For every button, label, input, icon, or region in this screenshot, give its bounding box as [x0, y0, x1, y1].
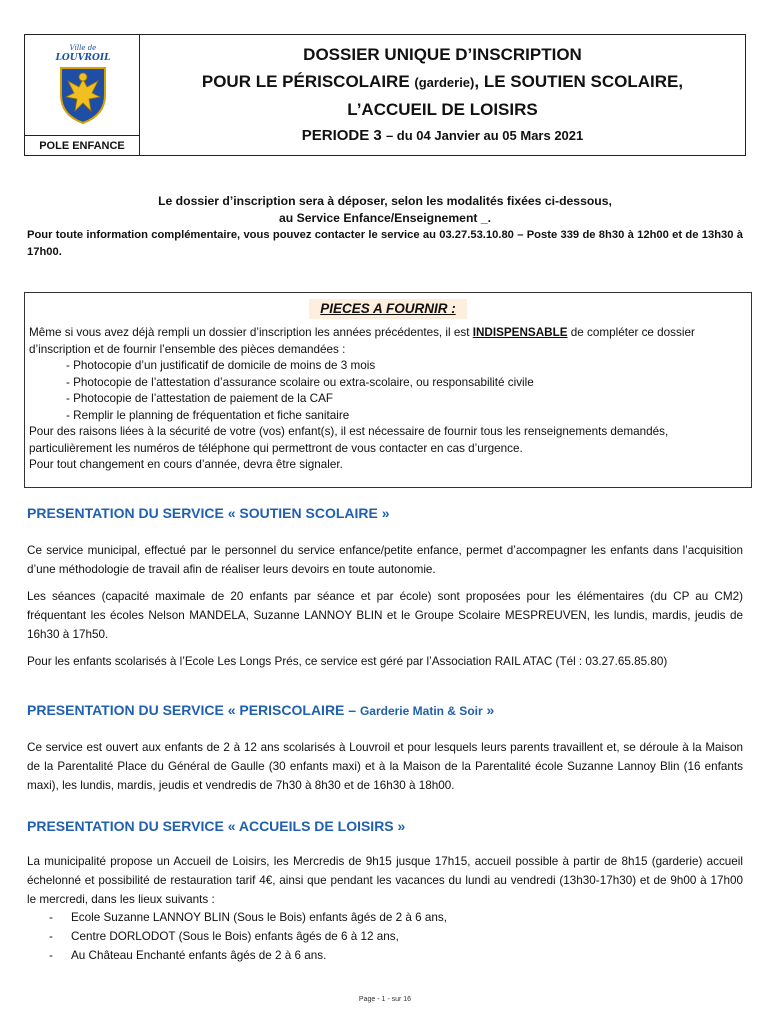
pieces-title: PIECES A FOURNIR : — [309, 299, 467, 319]
pieces-item: - Photocopie de l’attestation d’assurance scolaire ou extra-scolaire, ou responsabilité civile — [66, 375, 534, 389]
pieces-intro — [29, 325, 747, 358]
title-line2-part2: (garderie) — [414, 75, 475, 90]
periscolaire-title-part2: Garderie Matin & Soir — [359, 704, 483, 718]
intro-block — [27, 193, 743, 261]
pieces-security-note: Pour des raisons liées à la sécurité de votre (vos) enfant(s), il est nécessaire de fournir tous les renseignements demandés, particulièrement les numéros de téléphone qui permettront de vous contacter en cas d’urgence. — [29, 425, 669, 455]
header-table — [24, 34, 746, 156]
list-item: - Ecole Suzanne LANNOY BLIN (Sous le Bois) enfants âgés de 2 à 6 ans, — [49, 908, 739, 927]
intro-line1: Le dossier d’inscription sera à déposer, selon les modalités fixées ci-dessous, — [158, 194, 612, 208]
pieces-change-note: Pour tout changement en cours d’année, devra être signaler. — [29, 458, 343, 471]
pieces-box — [24, 292, 752, 488]
pieces-text — [29, 325, 747, 474]
loisirs-paragraph: La municipalité propose un Accueil de Loisirs, les Mercredis de 9h15 jusque 17h15, accueil possible à partir de 8h15 (garderie) accueil échelonné et possibilité de restauration tarif 4€, ainsi que pendant les vacances du lundi au vendredi (13h30-17h30) et de 9h00 à 17h00 le mercredi, dans les lieux suivants : — [27, 855, 743, 906]
periscolaire-title-part3: » — [482, 702, 495, 718]
intro-line2: au Service Enfance/Enseignement _. — [278, 211, 491, 225]
pieces-intro-part1: Même si vous avez déjà rempli un dossier d’inscription les années précédentes, il est — [29, 326, 473, 339]
soutien-paragraph-1: Ce service municipal, effectué par le personnel du service enfance/petite enfance, permet d’accompagner les enfants dans l’acquisition d’une méthodologie de travail afin de réaliser leurs devoirs en toute autonomie. — [27, 544, 743, 576]
period-line — [140, 127, 745, 144]
soutien-paragraph-2: Les séances (capacité maximale de 20 enfants par séance et par école) sont proposées pour les élémentaires (du CP au CM2) fréquentant les écoles Nelson MANDELA, Suzanne LANNOY BLIN et le Groupe Scolaire MESPREUVEN, les lundis, mardis, jeudis de 16h30 à 17h50. — [27, 590, 743, 641]
periscolaire-paragraph: Ce service est ouvert aux enfants de 2 à 12 ans scolarisés à Louvroil et pour lesquels leurs parents travaillent et, se déroule à la Maison de la Parentalité Place du Général de Gaulle (30 enfants maxi) et à la Maison de la Parentalité école Suzanne Lannoy Blin (16 enfants maxi), les lundis, mardis, jeudis et vendredis de 7h30 à 8h30 et de 16h30 à 18h00. — [27, 741, 743, 792]
title-line2-part3: , LE SOUTIEN SCOLAIRE, — [474, 72, 684, 91]
pieces-item: - Photocopie d’un justificatif de domicile de moins de 3 mois — [66, 359, 376, 372]
soutien-paragraph-3: Pour les enfants scolarisés à l’Ecole Les Longs Prés, ce service est géré par l’Association RAIL ATAC (Tél : 03.27.65.85.80) — [27, 655, 668, 668]
logo-cell — [25, 35, 140, 155]
period-label: PERIODE 3 — [301, 127, 386, 144]
logo-line1: Ville de — [69, 44, 97, 52]
title-line3: L’ACCUEIL DE LOISIRS — [347, 100, 538, 119]
title-line2 — [140, 68, 745, 96]
period-dates: – du 04 Janvier au 05 Mars 2021 — [385, 128, 584, 143]
list-item: - Centre DORLODOT (Sous le Bois) enfants âgés de 6 à 12 ans, — [49, 927, 739, 946]
section-title-loisirs: PRESENTATION DU SERVICE « ACCUEILS DE LOISIRS » — [27, 818, 406, 834]
title-line1: DOSSIER UNIQUE D’INSCRIPTION — [303, 45, 582, 64]
town-logo-text — [53, 43, 113, 63]
pole-label: POLE ENFANCE — [25, 135, 139, 155]
section-title-periscolaire — [27, 702, 494, 718]
pieces-indispensable: INDISPENSABLE — [472, 326, 568, 339]
list-item: - Au Château Enchanté enfants âgés de 2 à 6 ans. — [49, 946, 739, 965]
title-cell — [140, 35, 745, 155]
contact-info: Pour toute information complémentaire, vous pouvez contacter le service au 03.27.53.10.80 – Poste 339 de 8h30 à 12h00 et de 13h30 à 17h00. — [27, 229, 743, 258]
page-footer: Page - 1 - sur 16 — [358, 996, 412, 1003]
periscolaire-title-part1: PRESENTATION DU SERVICE « PERISCOLAIRE – — [27, 702, 360, 718]
pieces-item: - Photocopie de l’attestation de paiement de la CAF — [66, 392, 334, 405]
pieces-intro-part2: de compléter ce dossier d’inscription et de fournir l’ensemble des pièces demandées : — [29, 326, 695, 356]
loisirs-locations-list — [49, 908, 739, 965]
section-title-soutien: PRESENTATION DU SERVICE « SOUTIEN SCOLAIRE » — [27, 505, 390, 521]
town-crest-icon — [58, 65, 108, 125]
pieces-item: - Remplir le planning de fréquentation et fiche sanitaire — [66, 408, 350, 422]
title-line2-part1: POUR LE PÉRISCOLAIRE — [201, 72, 415, 91]
logo-line2: LOUVROIL — [55, 53, 111, 63]
